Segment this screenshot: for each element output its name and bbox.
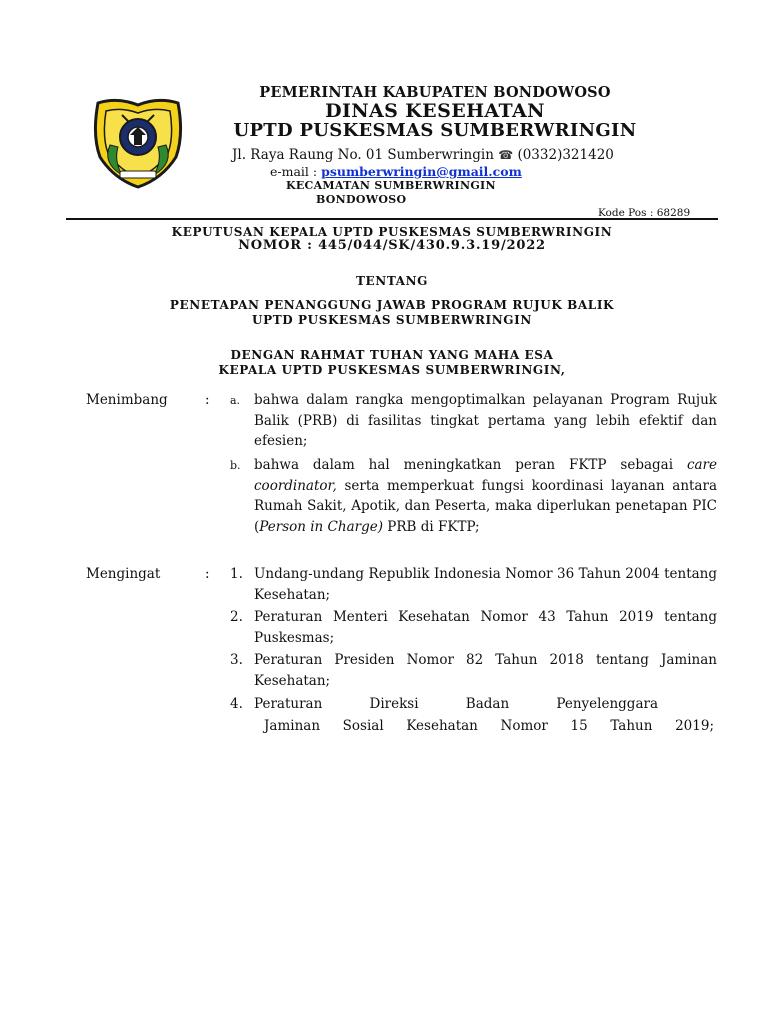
- mengingat-marker-3: 3.: [230, 652, 243, 668]
- menimbang-b-text-1: bahwa dalam hal meningkatkan peran FKTP sebagai: [254, 457, 687, 473]
- mengingat-item-4-line1: Peraturan Direksi Badan Penyelenggara: [254, 696, 658, 712]
- email-label: e-mail :: [270, 164, 322, 179]
- preamble-line2: KEPALA UPTD PUSKESMAS SUMBERWRINGIN,: [218, 363, 566, 377]
- mengingat-item-4-line2: Jaminan Sosial Kesehatan Nomor 15 Tahun 2019;: [264, 718, 714, 734]
- letterhead-divider: [66, 218, 718, 220]
- menimbang-b-text-2: serta memperkuat fungsi koordinasi layanan antara Rumah Sakit, Apotik, dan Peserta, maka diperlukan penetapan PIC (: [254, 477, 717, 535]
- mengingat-label: Mengingat: [86, 566, 161, 582]
- menimbang-b-italic-2: Person in Charge): [259, 518, 383, 535]
- decree-subject-line1: PENETAPAN PENANGGUNG JAWAB PROGRAM RUJUK BALIK: [169, 298, 615, 312]
- preamble-line1: DENGAN RAHMAT TUHAN YANG MAHA ESA: [230, 348, 554, 362]
- mengingat-marker-2: 2.: [230, 609, 243, 625]
- header-kabupaten: BONDOWOSO: [316, 193, 407, 206]
- header-kecamatan: KECAMATAN SUMBERWRINGIN: [286, 179, 496, 192]
- menimbang-b-italic-1: care coordinator,: [254, 457, 717, 494]
- menimbang-marker-a: a.: [230, 394, 241, 407]
- mengingat-item-3: Peraturan Presiden Nomor 82 Tahun 2018 tentang Jaminan Kesehatan;: [254, 652, 717, 689]
- decree-subject-line2: UPTD PUSKESMAS SUMBERWRINGIN: [252, 313, 532, 327]
- menimbang-item-b: [254, 455, 717, 537]
- header-office: UPTD PUSKESMAS SUMBERWRINGIN: [233, 120, 637, 141]
- decree-title: KEPUTUSAN KEPALA UPTD PUSKESMAS SUMBERWRINGIN: [171, 225, 613, 239]
- mengingat-item-1: Undang-undang Republik Indonesia Nomor 36 Tahun 2004 tentang Kesehatan;: [254, 566, 717, 603]
- mengingat-marker-1: 1.: [230, 566, 243, 582]
- header-agency: DINAS KESEHATAN: [325, 100, 545, 122]
- header-government: PEMERINTAH KABUPATEN BONDOWOSO: [259, 84, 611, 101]
- menimbang-marker-b: b.: [230, 459, 241, 472]
- menimbang-colon: :: [205, 392, 210, 408]
- mengingat-item-2: Peraturan Menteri Kesehatan Nomor 43 Tahun 2019 tentang Puskesmas;: [254, 609, 717, 646]
- postal-code: Kode Pos : 68289: [598, 207, 691, 219]
- menimbang-b-text-3: PRB di FKTP;: [382, 518, 480, 535]
- address-text: Jl. Raya Raung No. 01 Sumberwringin: [232, 147, 494, 163]
- bondowoso-emblem-logo: [88, 95, 188, 191]
- telephone-icon: ☎: [498, 148, 514, 162]
- header-address-line: [232, 147, 614, 163]
- menimbang-item-a: bahwa dalam rangka mengoptimalkan pelayanan Program Rujuk Balik (PRB) di fasilitas tingkat pertama yang lebih efektif dan efesien;: [254, 392, 717, 449]
- tentang-heading: TENTANG: [355, 274, 429, 288]
- header-email-line: [270, 164, 522, 179]
- mengingat-marker-4: 4.: [230, 696, 243, 712]
- mengingat-colon: :: [205, 566, 210, 582]
- decree-number: NOMOR : 445/044/SK/430.9.3.19/2022: [238, 238, 546, 253]
- phone-number: (0332)321420: [517, 147, 614, 163]
- email-link[interactable]: psumberwringin@gmail.com: [321, 164, 522, 179]
- menimbang-label: Menimbang: [86, 392, 168, 408]
